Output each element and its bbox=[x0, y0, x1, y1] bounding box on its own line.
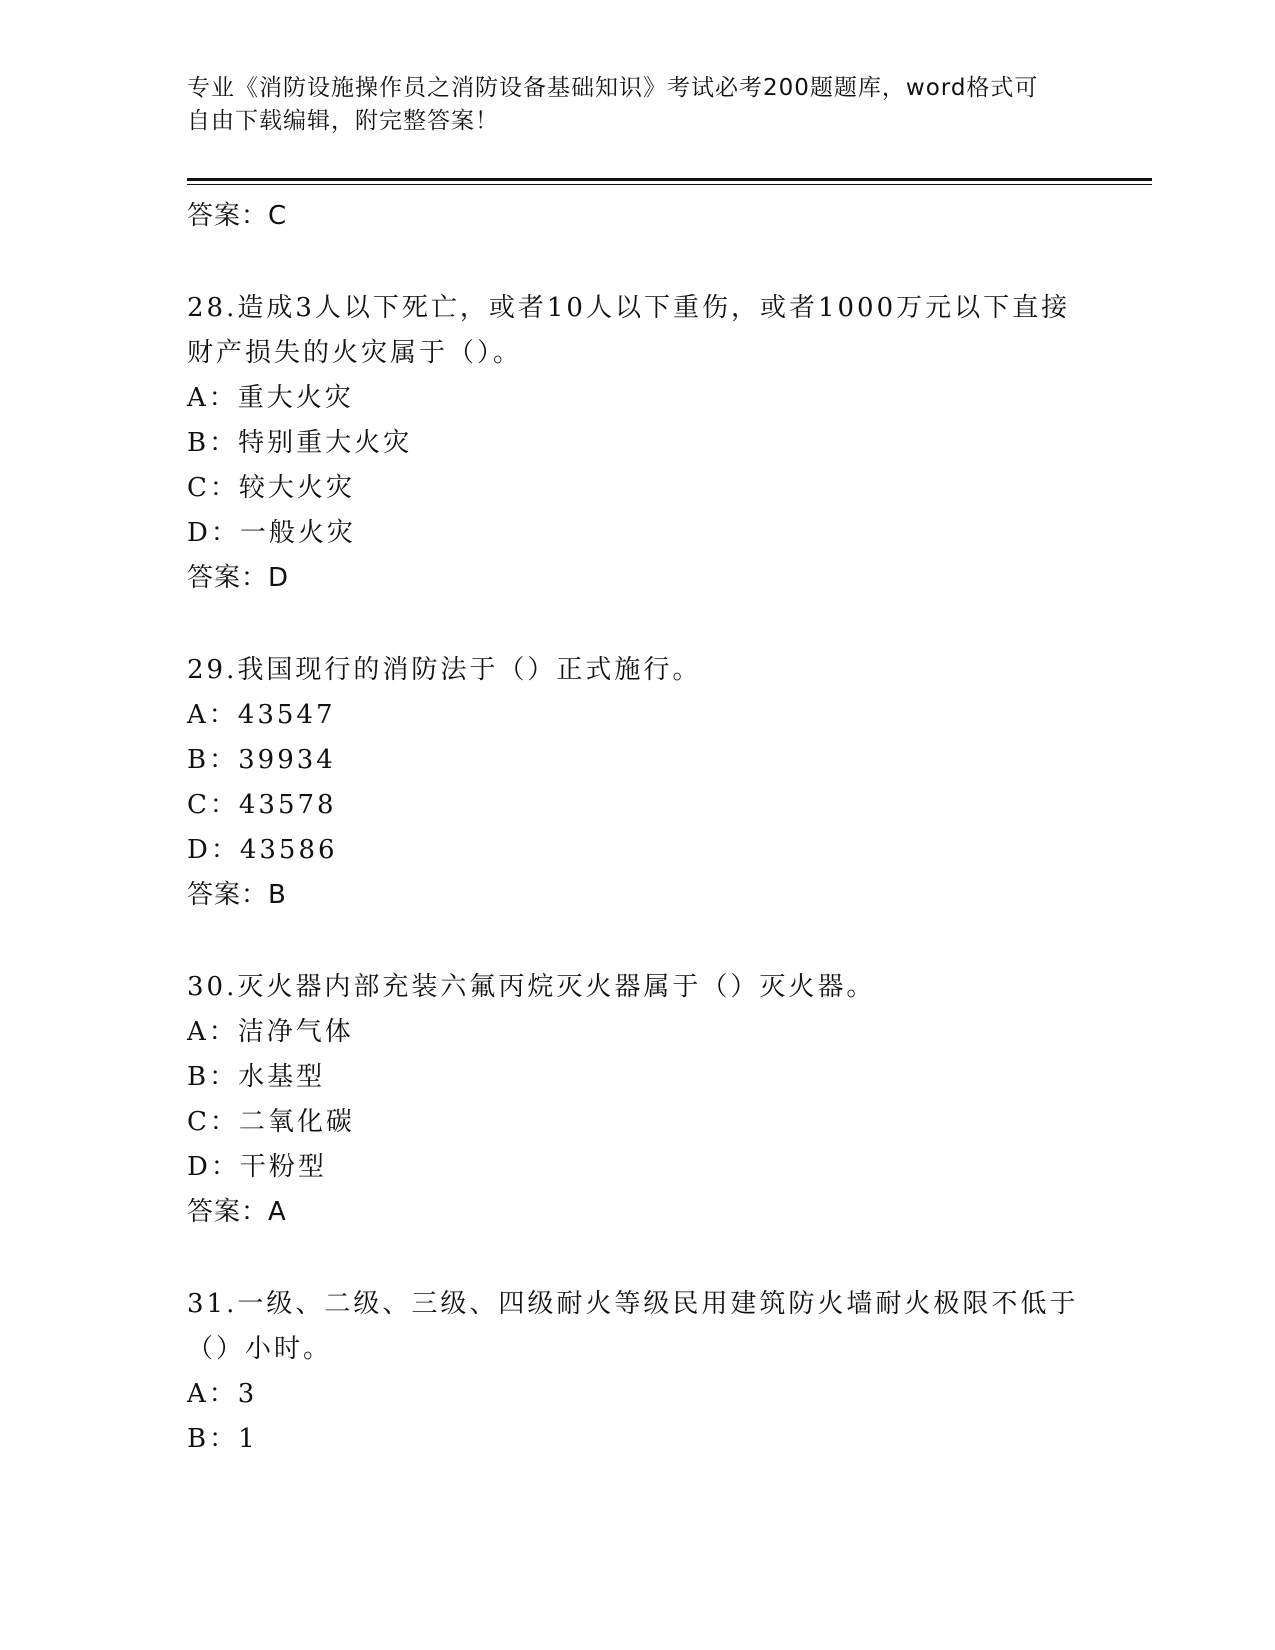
document-header bbox=[187, 72, 1067, 138]
answer-29: 答案：B bbox=[187, 880, 287, 910]
question-stem-line: 29.我国现行的消防法于（）正式施行。 bbox=[187, 655, 702, 685]
question-stem-line: 28.造成3人以下死亡，或者10人以下重伤，或者1000万元以下直接 bbox=[187, 293, 1071, 323]
question-31 bbox=[187, 1282, 1087, 1462]
option-c: C：二氧化碳 bbox=[187, 1107, 355, 1137]
answer-27: 答案：C bbox=[187, 201, 288, 231]
option-b: B：水基型 bbox=[187, 1062, 326, 1092]
question-stem bbox=[187, 965, 1087, 1010]
question-stem bbox=[187, 1282, 1087, 1372]
option-b: B：特别重大火灾 bbox=[187, 428, 413, 458]
option-d: D：一般火灾 bbox=[187, 518, 356, 548]
header-line-2: 自由下载编辑，附完整答案！ bbox=[187, 108, 499, 134]
question-30 bbox=[187, 965, 1087, 1235]
option-c: C：较大火灾 bbox=[187, 473, 355, 503]
spacer bbox=[187, 1235, 1087, 1282]
question-stem-line: 31.一级、二级、三级、四级耐火等级民用建筑防火墙耐火极限不低于 bbox=[187, 1289, 1079, 1319]
question-stem-line: 财产损失的火灾属于（）。 bbox=[187, 338, 523, 368]
header-divider-thin bbox=[187, 184, 1152, 185]
spacer bbox=[187, 239, 1087, 286]
question-stem-line: （）小时。 bbox=[187, 1334, 333, 1364]
header-line-1: 专业《消防设施操作员之消防设备基础知识》考试必考200题题库，word格式可 bbox=[187, 75, 1039, 101]
option-a: A：3 bbox=[187, 1379, 258, 1409]
header-divider-thick bbox=[187, 178, 1152, 181]
spacer bbox=[187, 918, 1087, 965]
question-stem bbox=[187, 648, 1087, 693]
option-d: D：干粉型 bbox=[187, 1152, 327, 1182]
question-28 bbox=[187, 286, 1087, 601]
answer-30: 答案：A bbox=[187, 1197, 287, 1227]
answer-28: 答案：D bbox=[187, 563, 290, 593]
question-stem-line: 30.灭火器内部充装六氟丙烷灭火器属于（）灭火器。 bbox=[187, 972, 876, 1002]
option-a: A：重大火灾 bbox=[187, 383, 354, 413]
question-list bbox=[187, 186, 1087, 1462]
question-29 bbox=[187, 648, 1087, 918]
spacer bbox=[187, 601, 1087, 648]
option-a: A：43547 bbox=[187, 700, 336, 730]
option-d: D：43586 bbox=[187, 835, 338, 865]
question-stem bbox=[187, 286, 1087, 376]
option-a: A：洁净气体 bbox=[187, 1017, 354, 1047]
option-c: C：43578 bbox=[187, 790, 337, 820]
option-b: B：1 bbox=[187, 1424, 258, 1454]
option-b: B：39934 bbox=[187, 745, 336, 775]
